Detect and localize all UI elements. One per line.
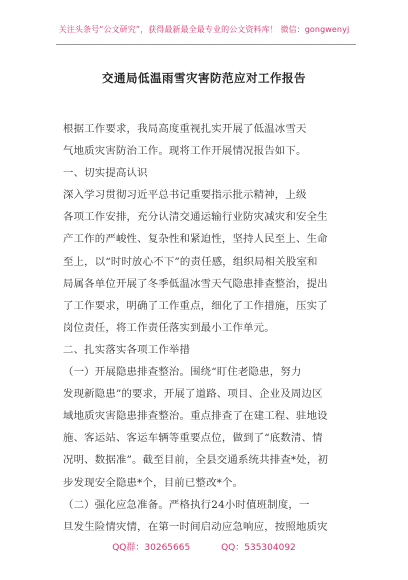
header-divider	[56, 44, 356, 45]
document-title: 交通局低温雨雪灾害防范应对工作报告	[102, 71, 306, 85]
body-line: 步发现安全隐患*个，目前已整改*个。	[63, 476, 244, 489]
body-line: 各项工作安排，充分认清交通运输行业防灾减灾和安全生	[63, 211, 328, 224]
body-line: 了工作要求，明确了工作重点，细化了工作措施，压实了	[63, 299, 328, 312]
body-line: 旦发生险情灾情，在第一时间启动应急响应，按照地质灾	[63, 520, 328, 533]
body-line: 根据工作要求，我局高度重视扎实开展了低温冰雪天	[63, 123, 307, 135]
body-line: 岗位责任，将工作责任落实到最小工作单元。	[63, 321, 275, 334]
footer-contact	[0, 540, 408, 553]
footer-qq: QQ：535304092	[221, 543, 296, 553]
document-body	[63, 118, 353, 538]
header-banner: 关注头条号“公文研究”，获得最新最全最专业的公文资料库！ 微信：gongwenyj	[58, 25, 350, 34]
body-line: 气地质灾害防治工作。现将工作开展情况报告如下。	[63, 145, 307, 158]
body-line: 局属各单位开展了冬季低温冰雪天气隐患排查整治，提出	[63, 277, 328, 290]
body-line: 域地质灾害隐患排查整治。重点排查了在建工程、驻地设	[63, 410, 328, 423]
body-line: 深入学习贯彻习近平总书记重要指示批示精神，上级	[63, 189, 307, 202]
body-line: 产工作的严峻性、复杂性和紧迫性，坚持人民至上、生命	[63, 233, 328, 246]
footer-qq-group: QQ群：30265665	[112, 543, 191, 553]
body-line: （一）开展隐患排查整治。围绕“盯住老隐患，努力	[63, 366, 302, 379]
section-heading: 一、切实提高认识	[63, 167, 148, 180]
body-line: 施、客运站、客运车辆等重要点位，做到了“底数清、情	[63, 432, 323, 445]
body-line: （二）强化应急准备。严格执行24小时值班制度，一	[63, 498, 310, 511]
body-line: 至上，以“时时放心不下”的责任感，组织局相关股室和	[63, 255, 318, 268]
body-line: 发现新隐患”的要求，开展了道路、项目、企业及周边区	[63, 388, 323, 401]
body-line: 况明、数据准”。截至目前，全县交通系统共排查*处，初	[63, 454, 329, 467]
section-heading: 二、扎实落实各项工作举措	[63, 343, 191, 356]
